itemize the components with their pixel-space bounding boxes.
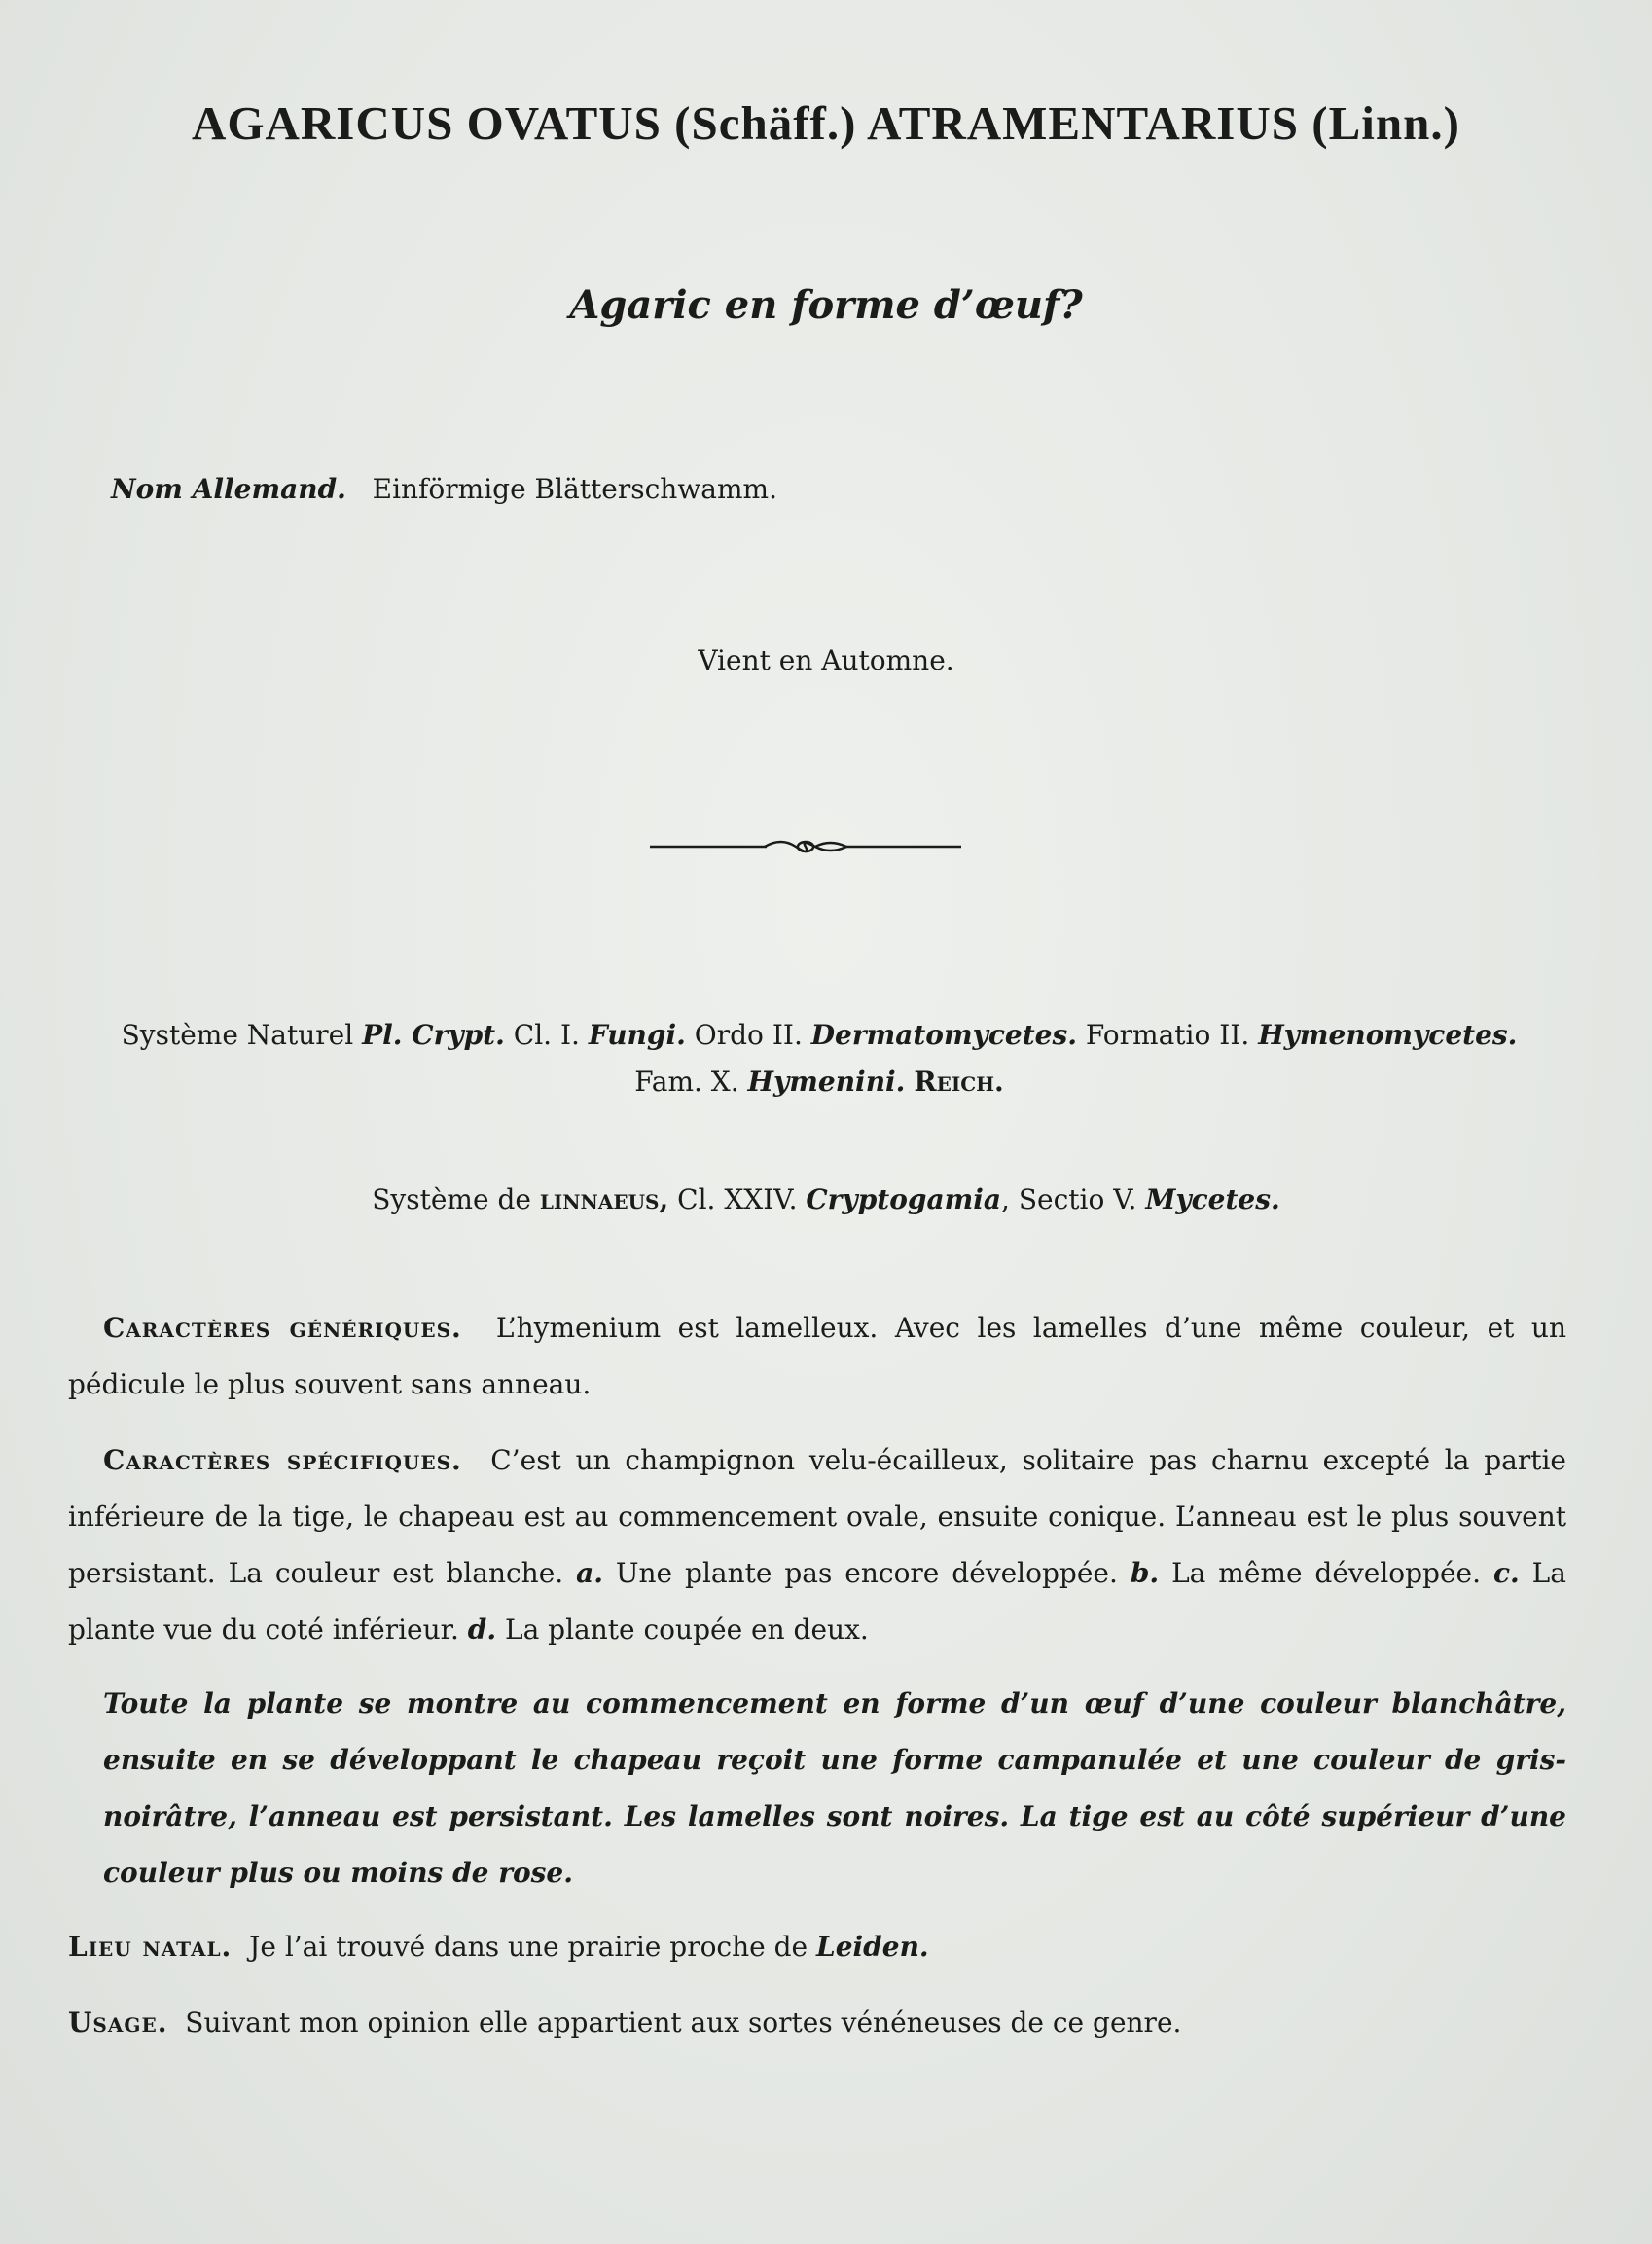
specific-characters: Caractères spécifiques. C’est un champignon velu-écailleux, solitaire pas charnu excepté la partie inférieure de la tige, le chapeau est au commencement ovale, ensuite conique. L’anneau est le plus souvent persistant. La couleur est blanche. a. Une plante pas encore développée. b. La même développée. c. La plante vue du coté inférieur. d. La plante coupée en deux.: [68, 1444, 1566, 1646]
specific-label: Caractères spécifiques.: [103, 1444, 462, 1476]
usage-label: Usage.: [68, 2007, 168, 2039]
habitat-label: Lieu natal.: [68, 1931, 233, 1963]
french-name: Agaric en forme d’œuf?: [569, 282, 1083, 328]
season-line: Vient en Automne.: [698, 644, 954, 676]
page-title: AGARICUS OVATUS (Schäff.) ATRAMENTARIUS (Linn.): [192, 96, 1460, 150]
german-name-line: [111, 473, 777, 505]
generic-label: Caractères génériques.: [103, 1312, 462, 1344]
ornament-divider: [650, 835, 961, 858]
german-name-value: Einförmige Blätterschwamm.: [372, 473, 777, 505]
habitat-line: Lieu natal. Je l’ai trouvé dans une prairie proche de Leiden.: [68, 1931, 929, 1963]
german-name-label: Nom Allemand.: [111, 473, 346, 505]
usage-line: Usage. Suivant mon opinion elle appartient aux sortes vénéneuses de ce genre.: [68, 2007, 1182, 2039]
generic-text: L’hymenium est lamelleux. Avec les lamelles d’une même couleur, et un pédicule le plus souvent sans anneau.: [68, 1312, 1566, 1400]
linnaeus-system-line: Système de linnaeus, Cl. XXIV. Cryptogamia, Sectio V. Mycetes.: [372, 1183, 1280, 1215]
description-paragraph: Toute la plante se montre au commencement en forme d’un œuf d’une couleur blanchâtre, ensuite en se développant le chapeau reçoit une forme campanulée et une couleur de gris-noirâtre, l’anneau est persistant. Les lamelles sont noires. La tige est au côté supérieur d’une couleur plus ou moins de rose.: [103, 1687, 1566, 1889]
natural-system-line: Système Naturel Pl. Crypt. Cl. I. Fungi. Ordo II. Dermatomycetes. Formatio II. Hymenomycetes. Fam. X. Hymenini. Reich.: [121, 1019, 1518, 1098]
generic-characters: [68, 1300, 1566, 1413]
